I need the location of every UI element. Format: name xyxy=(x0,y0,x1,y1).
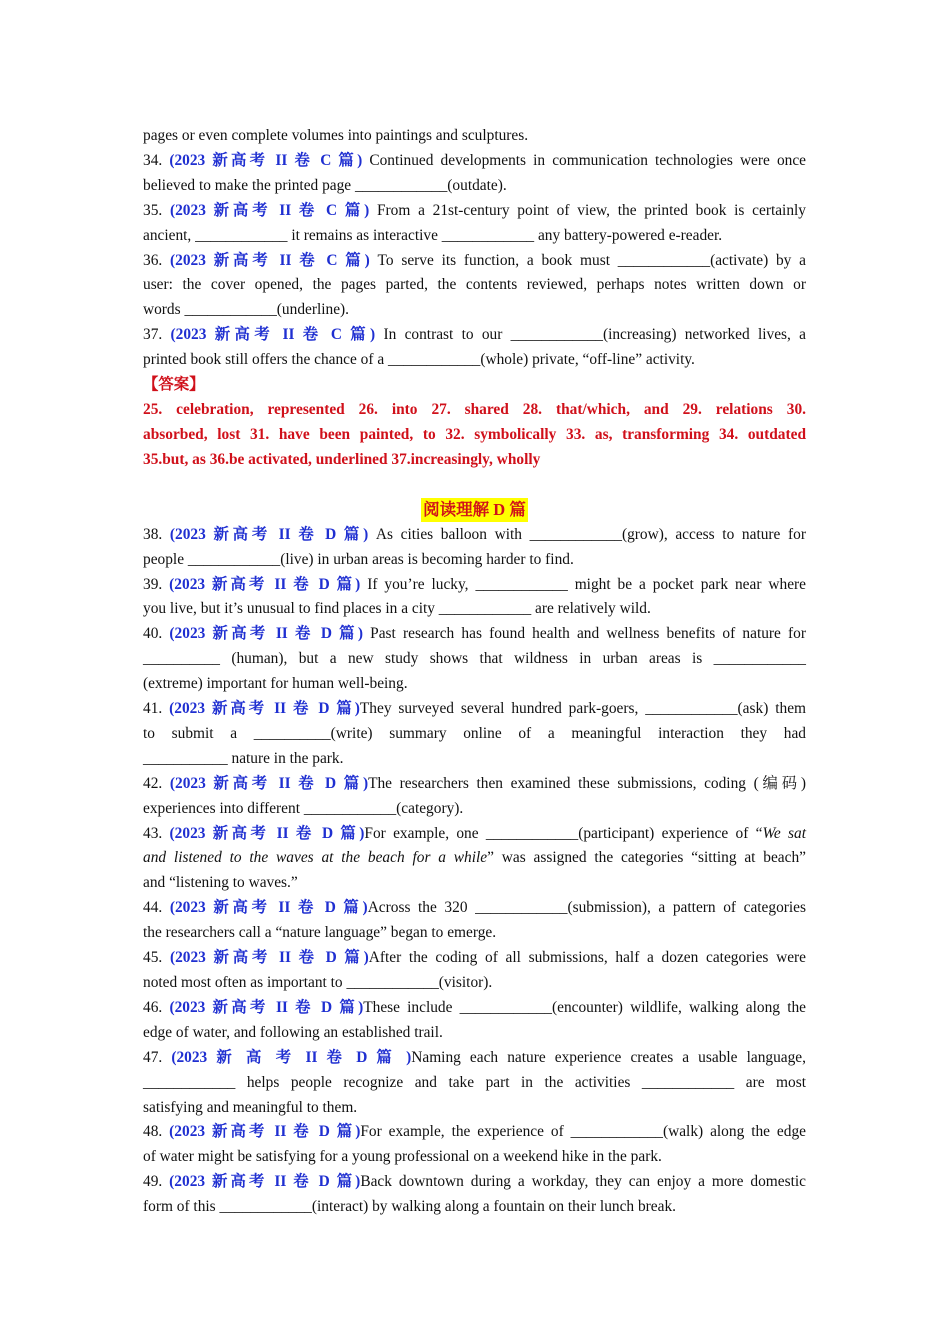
text-line xyxy=(143,323,806,348)
line-text: Back downtown during a workday, they can enjoy a more domestic xyxy=(360,1173,806,1191)
line-text: 47. xyxy=(143,1048,172,1066)
line-text: 41. xyxy=(143,700,170,718)
line-text: words ____________(underline). xyxy=(143,301,350,319)
text-line xyxy=(143,573,806,598)
text-line xyxy=(143,697,806,722)
line-text: 39. xyxy=(143,575,170,593)
text-line xyxy=(143,722,806,747)
line-text: to submit a __________(write) summary online of a meaningful interaction they had xyxy=(143,724,806,742)
line-text: of water might be satisfying for a young professional on a weekend hike in the park. xyxy=(143,1148,662,1166)
source-tag: (2023 新高考 II 卷 C 篇) xyxy=(169,151,363,169)
line-text: 40. xyxy=(143,625,170,643)
text-line xyxy=(143,174,806,199)
source-tag: (2023 新高考 II 卷 D 篇) xyxy=(169,625,363,643)
text-line xyxy=(143,523,806,548)
line-text: form of this ____________(interact) by walking along a fountain on their lunch break. xyxy=(143,1198,676,1216)
line-text: If you’re lucky, ____________ might be a pocket park near where xyxy=(360,575,806,593)
line-text: They surveyed several hundred park-goers, ____________(ask) them xyxy=(359,700,806,718)
source-tag: (2023 新高考 II 卷 D 篇) xyxy=(169,824,365,842)
section-d-exercises xyxy=(143,523,806,1220)
text-line xyxy=(143,772,806,797)
text-line xyxy=(143,846,806,871)
line-text: 34. xyxy=(143,151,170,169)
line-text: 38. xyxy=(143,525,170,543)
text-line xyxy=(143,249,806,274)
spacer xyxy=(143,473,806,498)
line-text: people ____________(live) in urban areas is becoming harder to find. xyxy=(143,550,574,568)
line-text: 44. xyxy=(143,899,170,917)
text-line xyxy=(143,149,806,174)
line-text: edge of water, and following an established trail. xyxy=(143,1023,443,1041)
line-text: ____________ helps people recognize and take part in the activities ____________ are most xyxy=(143,1073,806,1091)
text-line xyxy=(143,224,806,249)
text-line xyxy=(143,1195,806,1220)
source-tag: (2023 新高考 II 卷 D 篇) xyxy=(169,998,364,1016)
line-text: satisfying and meaningful to them. xyxy=(143,1098,358,1116)
source-tag: (2023 新高考 II 卷 C 篇) xyxy=(169,201,370,219)
source-tag: (2023 新高考 II 卷 D 篇) xyxy=(169,1173,361,1191)
line-text: From a 21st-century point of view, the printed book is certainly xyxy=(369,201,806,219)
answer-key xyxy=(143,398,806,473)
line-text: For example, one ____________(participant) experience of “ xyxy=(364,824,763,842)
text-line xyxy=(143,797,806,822)
section-c-exercises xyxy=(143,124,806,373)
line-text: 49. xyxy=(143,1173,170,1191)
line-text: user: the cover opened, the pages parted, the contents reviewed, perhaps notes written down or xyxy=(143,276,806,294)
text-line xyxy=(143,647,806,672)
line-text: These include ____________(encounter) wildlife, walking along the xyxy=(363,998,806,1016)
section-heading-wrap xyxy=(143,498,806,523)
text-line xyxy=(143,1145,806,1170)
text-line xyxy=(143,672,806,697)
text-line xyxy=(143,747,806,772)
line-text: the researchers call a “nature language” began to emerge. xyxy=(143,924,497,942)
text-line xyxy=(143,548,806,573)
line-text: and “listening to waves.” xyxy=(143,874,298,892)
text-line xyxy=(143,871,806,896)
line-text: (extreme) important for human well-being. xyxy=(143,675,408,693)
line-text: ___________ nature in the park. xyxy=(143,749,344,767)
source-tag: (2023 新高考 II 卷 D 篇) xyxy=(169,575,361,593)
section-heading: 阅读理解 D 篇 xyxy=(421,498,528,522)
line-text: ancient, ____________ it remains as interactive ____________ any battery-powered e-reader. xyxy=(143,226,723,244)
source-tag: (2023 新高考 II 卷 D 篇) xyxy=(169,774,369,792)
line-text: 36. xyxy=(143,251,171,269)
answer-label: 【答案】 xyxy=(143,376,205,394)
answer-line: 25. celebration, represented 26. into 27. shared 28. that/which, and 29. relations 30. xyxy=(143,400,806,418)
source-tag: (2023 新 高 考 II 卷 D 篇 ) xyxy=(171,1048,412,1066)
text-line xyxy=(143,996,806,1021)
source-tag: (2023 新高考 II 卷 C 篇) xyxy=(170,251,370,269)
answer-line: 35.but, as 36.be activated, underlined 37.increasingly, wholly xyxy=(143,450,541,468)
line-text: In contrast to our ____________(increasing) networked lives, a xyxy=(375,326,807,344)
line-text: ” was assigned the categories “sitting at beach” xyxy=(487,849,806,867)
line-text: you live, but it’s unusual to find places in a city ____________ are relatively wild. xyxy=(143,600,651,618)
text-line xyxy=(143,1170,806,1195)
line-text: believed to make the printed page ____________(outdate). xyxy=(143,176,507,194)
line-text: The researchers then examined these submissions, coding (编码) xyxy=(368,774,806,792)
text-line xyxy=(143,199,806,224)
line-text: 48. xyxy=(143,1123,170,1141)
text-line xyxy=(143,896,806,921)
line-text: 45. xyxy=(143,949,170,967)
line-text: __________ (human), but a new study shows that wildness in urban areas is ____________ xyxy=(143,650,806,668)
answer-line: absorbed, lost 31. have been painted, to 32. symbolically 33. as, transforming 34. outdated xyxy=(143,425,806,443)
line-text: 46. xyxy=(143,998,170,1016)
text-line xyxy=(143,1021,806,1046)
line-text: For example, the experience of ____________(walk) along the edge xyxy=(360,1123,806,1141)
text-line xyxy=(143,348,806,373)
line-text: Across the 320 ____________(submission), a pattern of categories xyxy=(367,899,806,917)
source-tag: (2023 新高考 II 卷 D 篇) xyxy=(169,525,369,543)
source-tag: (2023 新高考 II 卷 D 篇) xyxy=(169,1123,361,1141)
document-page xyxy=(143,124,806,1220)
line-text: Naming each nature experience creates a usable language, xyxy=(411,1048,806,1066)
line-text: Continued developments in communication technologies were once xyxy=(362,151,806,169)
text-line xyxy=(143,1096,806,1121)
line-text: 42. xyxy=(143,774,170,792)
source-tag: (2023 新高考 II 卷 D 篇) xyxy=(169,949,369,967)
text-line xyxy=(143,1071,806,1096)
text-line xyxy=(143,921,806,946)
quoted-text: and listened to the waves at the beach for a while xyxy=(143,849,488,867)
text-line xyxy=(143,124,806,149)
source-tag: (2023 新高考 II 卷 D 篇) xyxy=(169,899,368,917)
line-text: noted most often as important to ____________(visitor). xyxy=(143,974,493,991)
source-tag: (2023 新高考 II 卷 C 篇) xyxy=(170,326,376,344)
line-text: experiences into different ____________(category). xyxy=(143,799,464,817)
text-line xyxy=(143,273,806,298)
line-text: As cities balloon with ____________(grow), access to nature for xyxy=(368,525,806,543)
line-text: 35. xyxy=(143,201,170,219)
text-line xyxy=(143,971,806,996)
line-text: 43. xyxy=(143,824,170,842)
text-line xyxy=(143,298,806,323)
line-text: To serve its function, a book must ____________(activate) by a xyxy=(369,251,806,269)
quoted-text: We sat xyxy=(762,824,806,842)
text-line xyxy=(143,597,806,622)
source-tag: (2023 新高考 II 卷 D 篇) xyxy=(169,700,360,718)
line-text: printed book still offers the chance of a ____________(whole) private, “off-line” activity. xyxy=(143,351,695,369)
line-text: pages or even complete volumes into paintings and sculptures. xyxy=(143,127,529,144)
line-text: After the coding of all submissions, half a dozen categories were xyxy=(368,949,806,967)
text-line xyxy=(143,822,806,847)
text-line xyxy=(143,1120,806,1145)
text-line xyxy=(143,1046,806,1071)
line-text: Past research has found health and wellness benefits of nature for xyxy=(362,625,806,643)
line-text: 37. xyxy=(143,326,171,344)
text-line xyxy=(143,946,806,971)
text-line xyxy=(143,622,806,647)
